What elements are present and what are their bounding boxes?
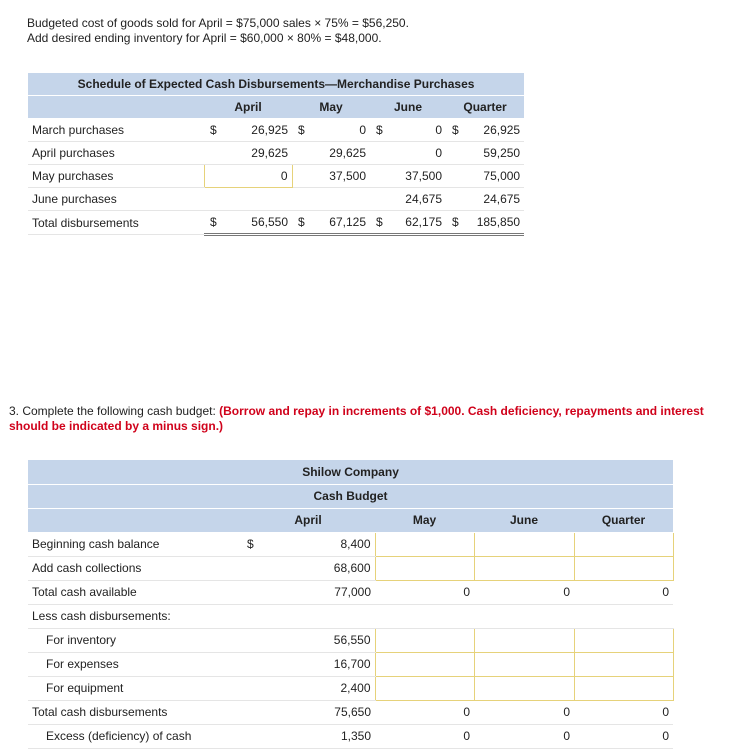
value-cell: 0 [574,700,673,724]
table-row [28,580,673,604]
intro-line-1: Budgeted cost of goods sold for April = $75,000 sales × 75% = $56,250. [27,16,409,30]
may-purchases-april-input[interactable]: 0 [204,165,292,188]
value-cell: 37,500 [382,165,446,188]
row-label: For inventory [28,628,241,652]
row-label: Excess (deficiency) of cash [28,724,241,748]
question-text: 3. Complete the following cash budget: [9,404,220,418]
quarter-expenses-input[interactable] [574,652,673,676]
table-row [28,532,673,556]
currency-sign: $ [292,119,304,142]
table-row [28,165,524,188]
table-row [28,119,524,142]
disbursements-schedule-table [28,73,524,236]
currency-sign: $ [241,532,273,556]
may-collections-input[interactable] [375,556,474,580]
value-cell: 0 [375,700,474,724]
schedule-title: Schedule of Expected Cash Disbursements—Merchandise Purchases [28,73,524,96]
june-inventory-input[interactable] [474,628,574,652]
value-cell [222,188,292,211]
schedule-col-quarter: Quarter [446,96,524,119]
intro-text [27,16,409,46]
value-cell: 26,925 [460,119,524,142]
question-instruction: (Borrow and repay in increments of $1,000. Cash deficiency, repayments and interest should be indicated by a minus sign.) [9,404,704,433]
june-beginning-cash-input[interactable] [474,532,574,556]
value-cell: 2,400 [273,676,375,700]
currency-sign: $ [204,119,222,142]
currency-sign: $ [370,211,382,235]
row-label: May purchases [28,165,204,188]
budget-company-row [28,460,673,484]
may-equipment-input[interactable] [375,676,474,700]
currency-sign: $ [204,211,222,235]
row-label: Total cash disbursements [28,700,241,724]
value-cell: 68,600 [273,556,375,580]
value-cell: 67,125 [304,211,370,235]
value-cell: 37,500 [304,165,370,188]
may-expenses-input[interactable] [375,652,474,676]
value-cell: 26,925 [222,119,292,142]
value-cell [304,188,370,211]
value-cell: 75,000 [460,165,524,188]
row-label: For equipment [28,676,241,700]
quarter-collections-input[interactable] [574,556,673,580]
value-cell: 29,625 [304,142,370,165]
row-label: Less cash disbursements: [28,604,241,628]
value-cell: 56,550 [222,211,292,235]
value-cell: 8,400 [273,532,375,556]
value-cell: 59,250 [460,142,524,165]
value-cell: 0 [382,119,446,142]
schedule-col-may: May [292,96,370,119]
table-row [28,142,524,165]
value-cell: 0 [375,724,474,748]
value-cell: 16,700 [273,652,375,676]
row-label: April purchases [28,142,204,165]
row-label: March purchases [28,119,204,142]
budget-title: Cash Budget [28,484,673,508]
cash-budget-table [28,460,674,749]
value-cell: 0 [574,724,673,748]
quarter-beginning-cash-input[interactable] [574,532,673,556]
value-cell: 0 [474,724,574,748]
table-row-total [28,211,524,235]
june-expenses-input[interactable] [474,652,574,676]
table-row [28,652,673,676]
row-label: Add cash collections [28,556,241,580]
value-cell: 0 [382,142,446,165]
value-cell: 77,000 [273,580,375,604]
intro-line-2: Add desired ending inventory for April = $60,000 × 80% = $48,000. [27,31,382,45]
value-cell: 29,625 [222,142,292,165]
value-cell: 1,350 [273,724,375,748]
budget-col-april: April [241,508,375,532]
may-inventory-input[interactable] [375,628,474,652]
schedule-header-row [28,96,524,119]
currency-sign: $ [446,119,460,142]
table-row [28,556,673,580]
currency-sign: $ [292,211,304,235]
value-cell: 185,850 [460,211,524,235]
currency-sign: $ [370,119,382,142]
table-row [28,724,673,748]
value-cell: 75,650 [273,700,375,724]
june-collections-input[interactable] [474,556,574,580]
june-equipment-input[interactable] [474,676,574,700]
row-label: Total disbursements [28,211,204,235]
table-row [28,700,673,724]
table-row [28,604,673,628]
budget-col-quarter: Quarter [574,508,673,532]
value-cell: 0 [304,119,370,142]
row-label: For expenses [28,652,241,676]
value-cell: 24,675 [460,188,524,211]
budget-header-row [28,508,673,532]
value-cell: 24,675 [382,188,446,211]
value-cell: 62,175 [382,211,446,235]
row-label: June purchases [28,188,204,211]
quarter-equipment-input[interactable] [574,676,673,700]
table-row [28,676,673,700]
company-name: Shilow Company [28,460,673,484]
row-label: Total cash available [28,580,241,604]
schedule-col-april: April [204,96,292,119]
currency-sign: $ [446,211,460,235]
value-cell: 0 [474,700,574,724]
schedule-col-june: June [370,96,446,119]
value-cell: 0 [375,580,474,604]
schedule-title-row [28,73,524,96]
quarter-inventory-input[interactable] [574,628,673,652]
question-3 [9,404,709,434]
may-beginning-cash-input[interactable] [375,532,474,556]
value-cell: 0 [474,580,574,604]
budget-col-may: May [375,508,474,532]
value-cell: 56,550 [273,628,375,652]
budget-col-june: June [474,508,574,532]
table-row [28,628,673,652]
table-row [28,188,524,211]
row-label: Beginning cash balance [28,532,241,556]
budget-title-row [28,484,673,508]
value-cell: 0 [574,580,673,604]
